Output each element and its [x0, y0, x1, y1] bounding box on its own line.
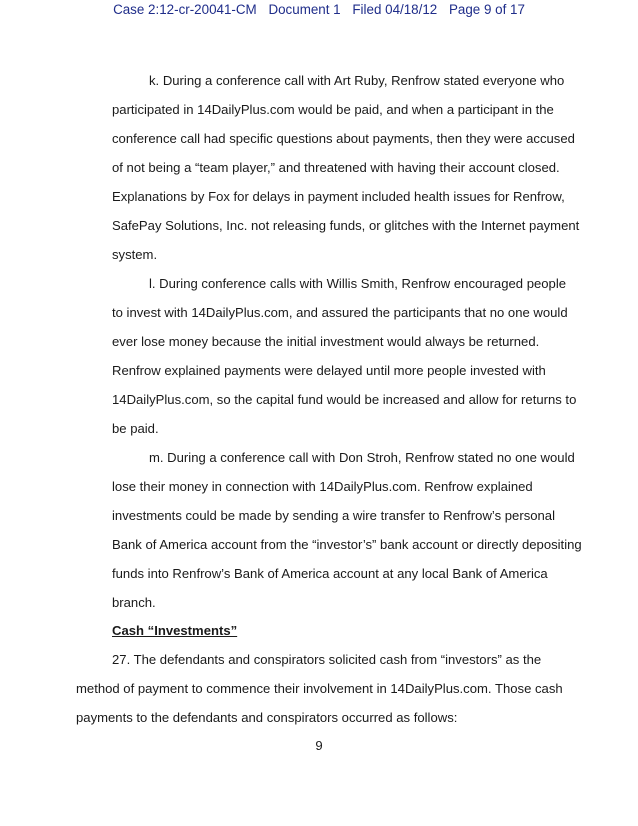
- paragraph-l-line-5: 14DailyPlus.com, so the capital fund would be increased and allow for returns to: [112, 392, 577, 407]
- paragraph-l-line-1: l. During conference calls with Willis Smith, Renfrow encouraged people: [149, 276, 567, 291]
- paragraph-k-line-5: Explanations by Fox for delays in payment included health issues for Renfrow,: [112, 189, 565, 204]
- paragraph-l-line-4: Renfrow explained payments were delayed until more people invested with: [112, 363, 546, 378]
- paragraph-m-line-5: funds into Renfrow’s Bank of America account at any local Bank of America: [112, 566, 548, 581]
- paragraph-m-line-1: m. During a conference call with Don Stroh, Renfrow stated no one would: [149, 450, 575, 465]
- paragraph-27-line-1: 27. The defendants and conspirators solicited cash from “investors” as the: [112, 652, 542, 667]
- page-count: Page 9 of 17: [448, 2, 525, 17]
- paragraph-k-line-3: conference call had specific questions about payments, then they were accused: [112, 131, 575, 146]
- paragraph-k-line-2: participated in 14DailyPlus.com would be paid, and when a participant in the: [112, 102, 554, 117]
- filed-date: Filed 04/18/12: [352, 2, 438, 17]
- document-number: Document 1: [268, 2, 341, 17]
- paragraph-k-line-7: system.: [112, 247, 158, 262]
- paragraph-m-line-3: investments could be made by sending a wire transfer to Renfrow’s personal: [112, 508, 555, 523]
- paragraph-k-line-6: SafePay Solutions, Inc. not releasing funds, or glitches with the Internet payment: [112, 218, 580, 233]
- paragraph-m-line-6: branch.: [112, 595, 156, 610]
- case-header: [0, 2, 638, 17]
- paragraph-m-line-4: Bank of America account from the “investor’s” bank account or directly depositing: [112, 537, 582, 552]
- paragraph-k-line-1: k. During a conference call with Art Ruby, Renfrow stated everyone who: [149, 73, 565, 88]
- paragraph-m-line-2: lose their money in connection with 14DailyPlus.com. Renfrow explained: [112, 479, 533, 494]
- paragraph-27-line-3: payments to the defendants and conspirators occurred as follows:: [76, 710, 458, 725]
- page-number: 9: [315, 738, 323, 753]
- section-heading: Cash “Investments”: [112, 623, 238, 638]
- paragraph-k-line-4: of not being a “team player,” and threatened with having their account closed.: [112, 160, 560, 175]
- paragraph-l-line-3: ever lose money because the initial investment would always be returned.: [112, 334, 540, 349]
- case-number: Case 2:12-cr-20041-CM: [113, 2, 257, 17]
- paragraph-l-line-2: to invest with 14DailyPlus.com, and assured the participants that no one would: [112, 305, 568, 320]
- paragraph-l-line-6: be paid.: [112, 421, 159, 436]
- paragraph-27-line-2: method of payment to commence their involvement in 14DailyPlus.com. Those cash: [76, 681, 563, 696]
